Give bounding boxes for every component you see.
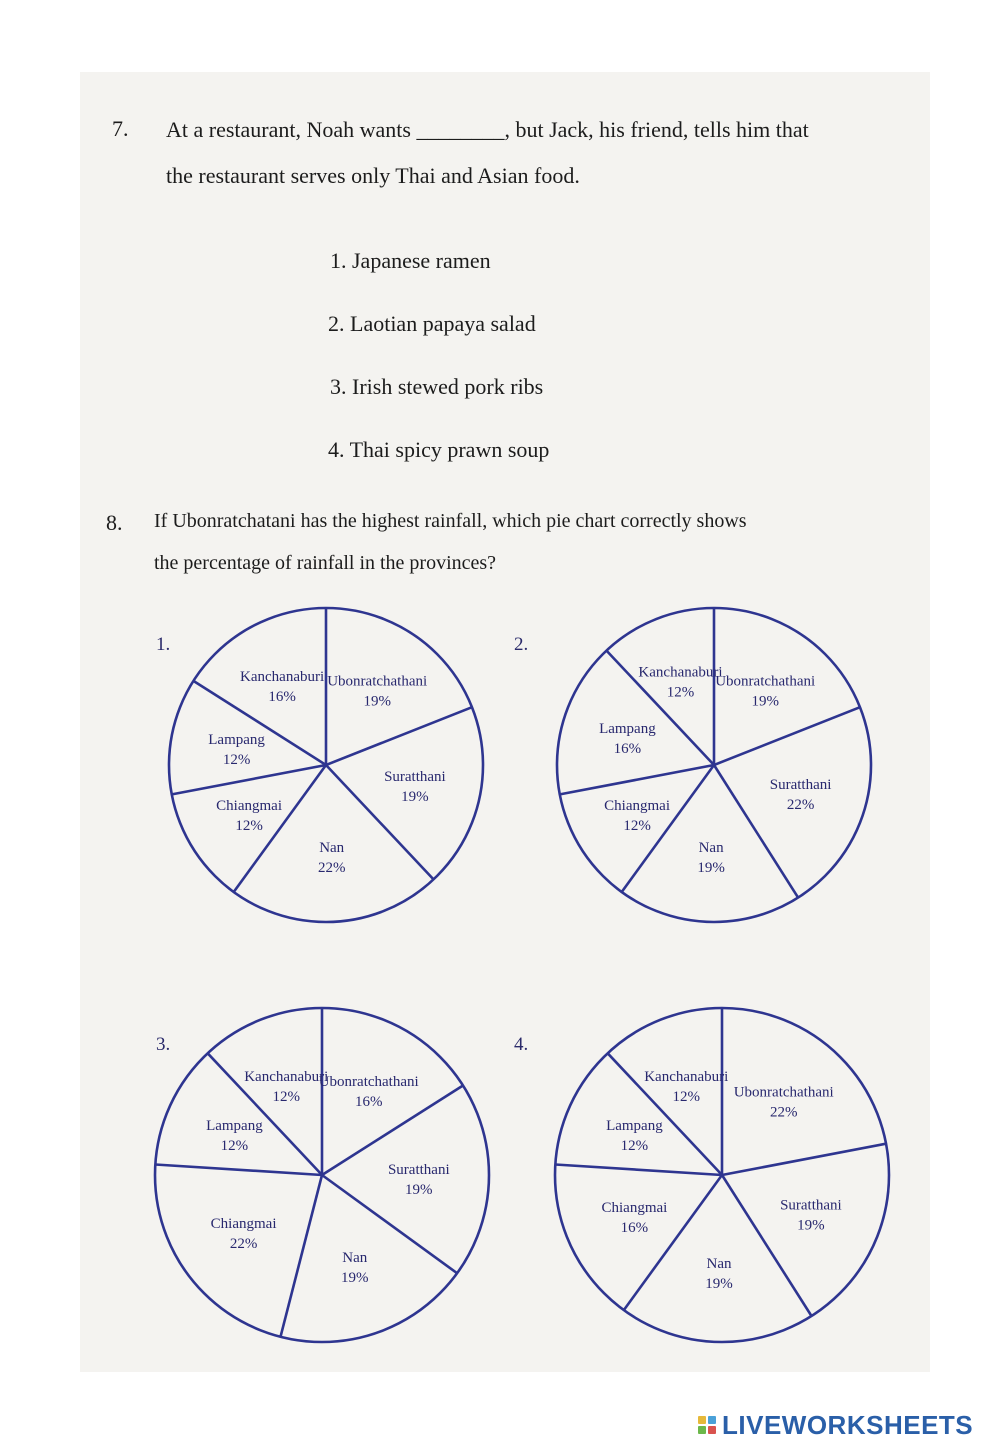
pie-chart-4-slice-suratthani-label: Suratthani — [780, 1197, 842, 1214]
pie-chart-3-slice-chiangmai-value: 22% — [229, 1235, 258, 1252]
pie-chart-2-slice-ubonratchathani-label: Ubonratchathani — [715, 673, 816, 690]
question-8-line-2: the percentage of rainfall in the provinces? — [154, 552, 497, 574]
pie-chart-3-slice-ubonratchathani-value: 16% — [354, 1094, 383, 1111]
pie-chart-2-slice-kanchanaburi-value: 12% — [666, 684, 695, 701]
pie-chart-4-slice-ubonratchathani-value: 22% — [769, 1104, 798, 1121]
pie-chart-1-slice-kanchanaburi-label: Kanchanaburi — [240, 669, 325, 686]
pie-chart-2-slice-suratthani-value: 22% — [786, 797, 815, 814]
pie-chart-4-slice-kanchanaburi-label: Kanchanaburi — [644, 1068, 729, 1085]
pie-chart-2-slice-chiangmai-label: Chiangmai — [604, 797, 671, 814]
liveworksheets-brand-text: LIVEWORKSHEETS — [722, 1409, 974, 1440]
pie-chart-1-slice-ubonratchathani-label: Ubonratchathani — [327, 673, 428, 690]
pie-chart-3-slice-ubonratchathani-label: Ubonratchathani — [318, 1074, 419, 1091]
pie-chart-2-slice-chiangmai-value: 12% — [623, 817, 651, 834]
pie-chart-4[interactable] — [555, 1008, 889, 1342]
pie-chart-3-slice-nan-value: 19% — [341, 1270, 369, 1287]
pie-chart-3-slice-suratthani-label: Suratthani — [387, 1162, 450, 1178]
pie-chart-1-slice-suratthani-label: Suratthani — [384, 768, 446, 785]
pie-chart-2[interactable] — [557, 608, 871, 922]
pie-chart-2-slice-ubonratchathani-value: 19% — [751, 693, 779, 710]
pie-chart-4-divider-2 — [722, 1144, 886, 1175]
pie-chart-4-slice-kanchanaburi-value: 12% — [672, 1088, 701, 1105]
pie-chart-1-slice-ubonratchathani-value: 19% — [363, 693, 391, 710]
question-7-line-2: the restaurant serves only Thai and Asian food. — [166, 163, 580, 188]
pie-chart-1-slice-lampang-value: 12% — [222, 751, 251, 768]
pie-chart-1-slice-suratthani-value: 19% — [401, 788, 429, 805]
pie-chart-2-number[interactable]: 2. — [514, 634, 529, 655]
pie-chart-4-slice-chiangmai-value: 16% — [620, 1220, 649, 1237]
pie-chart-1-divider-5 — [172, 765, 326, 794]
pie-chart-4-slice-ubonratchathani-label: Ubonratchathani — [733, 1084, 834, 1101]
pie-chart-1-slice-chiangmai-label: Chiangmai — [216, 797, 283, 814]
question-8-line-1: If Ubonratchatani has the highest rainfall, which pie chart correctly shows — [154, 510, 747, 532]
pie-chart-4-slice-nan-value: 19% — [705, 1275, 733, 1292]
pie-chart-1-slice-nan-label: Nan — [319, 839, 345, 856]
pie-chart-1[interactable] — [169, 608, 483, 922]
pie-chart-1-slice-lampang-label: Lampang — [208, 731, 265, 748]
pie-chart-2-slice-kanchanaburi-label: Kanchanaburi — [638, 664, 723, 681]
pie-chart-3-slice-kanchanaburi-value: 12% — [272, 1088, 301, 1105]
pie-chart-2-slice-nan-label: Nan — [698, 840, 724, 856]
question-7-option-2[interactable]: 2. Laotian papaya salad — [328, 311, 536, 336]
pie-chart-4-slice-suratthani-value: 19% — [797, 1217, 825, 1234]
pie-chart-4-number[interactable]: 4. — [514, 1034, 529, 1055]
pie-chart-2-slice-lampang-label: Lampang — [599, 720, 656, 737]
question-7-option-1[interactable]: 1. Japanese ramen — [330, 248, 491, 273]
question-7-number: 7. — [112, 116, 129, 141]
question-7-option-4[interactable]: 4. Thai spicy prawn soup — [328, 437, 550, 462]
pie-chart-1-slice-kanchanaburi-value: 16% — [268, 689, 296, 706]
pie-chart-4-slice-lampang-label: Lampang — [606, 1117, 663, 1134]
pie-chart-3-slice-lampang-label: Lampang — [206, 1117, 263, 1134]
question-7-option-3[interactable]: 3. Irish stewed pork ribs — [330, 374, 544, 399]
liveworksheets-logo — [698, 1408, 973, 1442]
question-8-number: 8. — [106, 510, 123, 535]
pie-chart-4-divider-3 — [722, 1175, 812, 1316]
pie-chart-3-slice-nan-label: Nan — [342, 1250, 368, 1267]
pie-chart-1-divider-2 — [326, 707, 472, 765]
pie-chart-3[interactable] — [155, 1008, 489, 1342]
pie-chart-3-divider-4 — [281, 1175, 323, 1337]
pie-chart-3-number[interactable]: 3. — [156, 1034, 171, 1055]
pie-chart-4-slice-chiangmai-label: Chiangmai — [601, 1200, 668, 1217]
pie-chart-3-slice-lampang-value: 12% — [220, 1137, 249, 1154]
pie-chart-2-slice-lampang-value: 16% — [613, 740, 642, 757]
pie-chart-1-number[interactable]: 1. — [156, 634, 171, 655]
pie-chart-3-divider-5 — [155, 1165, 322, 1176]
pie-chart-2-slice-nan-value: 19% — [697, 860, 725, 876]
pie-chart-3-slice-suratthani-value: 19% — [405, 1182, 433, 1198]
pie-chart-1-divider-6 — [193, 681, 326, 765]
pie-chart-4-slice-lampang-value: 12% — [620, 1137, 649, 1154]
pie-chart-2-slice-suratthani-label: Suratthani — [769, 777, 832, 794]
pie-chart-2-divider-5 — [560, 765, 714, 794]
pie-chart-4-divider-5 — [555, 1165, 722, 1176]
pie-chart-2-divider-2 — [714, 707, 860, 765]
pie-chart-3-slice-kanchanaburi-label: Kanchanaburi — [244, 1068, 329, 1085]
pie-chart-1-slice-nan-value: 22% — [317, 859, 346, 876]
question-7-line-1: At a restaurant, Noah wants ________, but Jack, his friend, tells him that — [166, 117, 809, 142]
pie-chart-3-slice-chiangmai-label: Chiangmai — [210, 1215, 277, 1232]
pie-chart-1-slice-chiangmai-value: 12% — [235, 817, 263, 834]
pie-chart-4-slice-nan-label: Nan — [706, 1255, 732, 1272]
liveworksheets-logo-icon — [698, 1416, 716, 1434]
